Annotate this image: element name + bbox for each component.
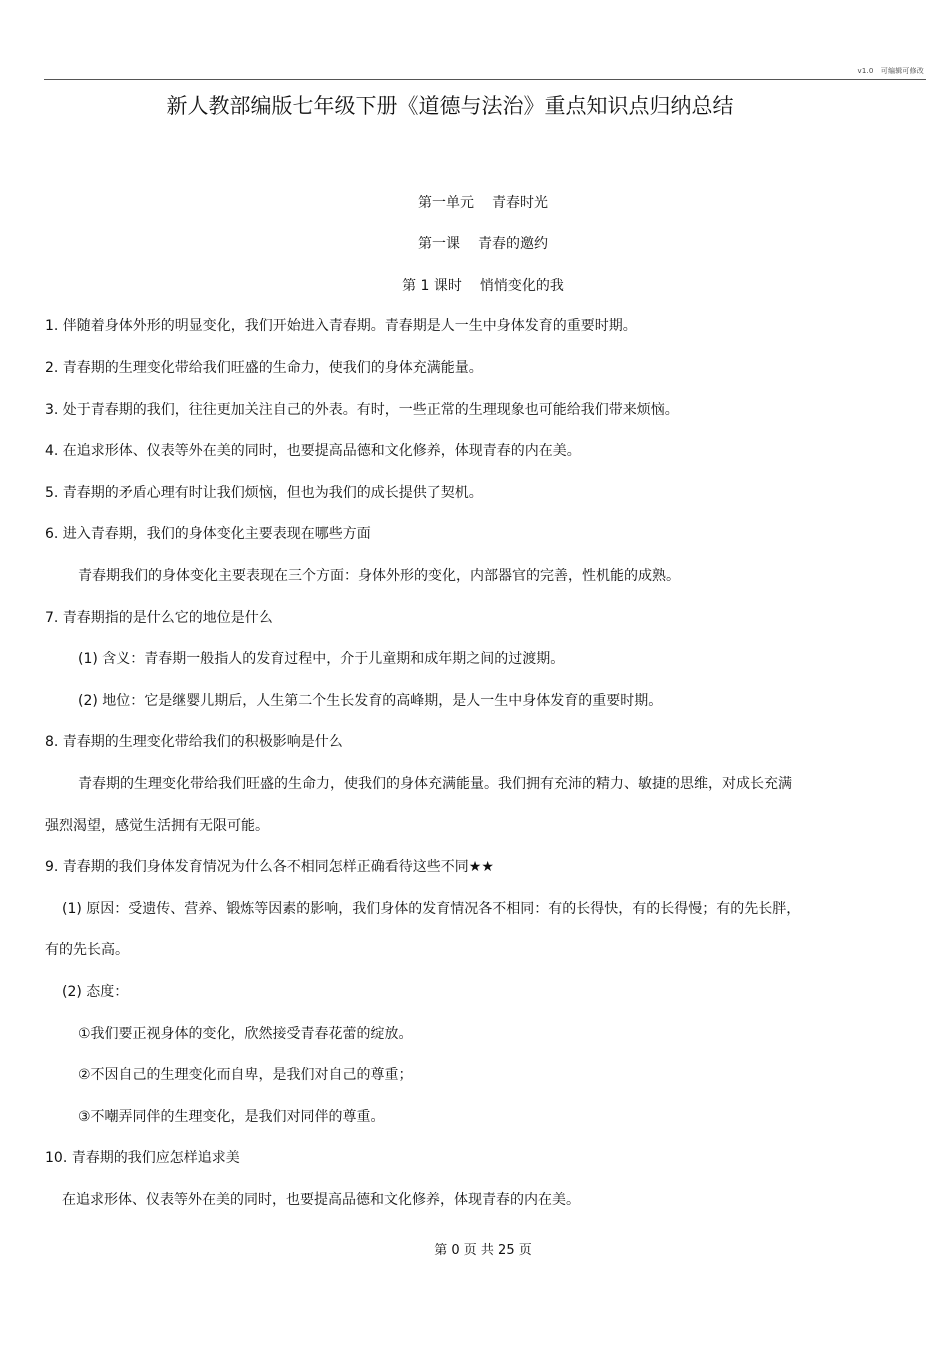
answer: 青春期的生理变化带给我们旺盛的生命力，使我们的身体充满能量。我们拥有充沛的精力、敏捷的思维，对成长充满: [78, 776, 792, 792]
document-title: 新人教部编版七年级下册《道德与法治》重点知识点归纳总结: [166, 94, 734, 118]
period-number: 第 1 课时: [402, 278, 462, 294]
period-heading: [0, 275, 950, 295]
question: 7. 青春期指的是什么它的地位是什么: [45, 610, 273, 626]
unit-heading: [0, 192, 950, 212]
paragraph: 5. 青春期的矛盾心理有时让我们烦恼，但也为我们的成长提供了契机。: [45, 485, 483, 501]
list-item: ③不嘲弄同伴的生理变化，是我们对同伴的尊重。: [78, 1109, 385, 1125]
paragraph: 2. 青春期的生理变化带给我们旺盛的生命力，使我们的身体充满能量。: [45, 360, 483, 376]
list-item: ①我们要正视身体的变化，欣然接受青春花蕾的绽放。: [78, 1026, 413, 1042]
lesson-number: 第一课: [418, 236, 460, 252]
answer-continued: 强烈渴望，感觉生活拥有无限可能。: [45, 818, 269, 834]
paragraph: 1. 伴随着身体外形的明显变化，我们开始进入青春期。青春期是人一生中身体发育的重要时期。: [45, 318, 637, 334]
question: 9. 青春期的我们身体发育情况为什么各不相同怎样正确看待这些不同★★: [45, 859, 494, 875]
paragraph: 3. 处于青春期的我们，往往更加关注自己的外表。有时，一些正常的生理现象也可能给我们带来烦恼。: [45, 402, 679, 418]
question: 8. 青春期的生理变化带给我们的积极影响是什么: [45, 734, 343, 750]
paragraph: 4. 在追求形体、仪表等外在美的同时，也要提高品德和文化修养，体现青春的内在美。: [45, 443, 581, 459]
list-item: ②不因自己的生理变化而自卑，是我们对自己的尊重；: [78, 1067, 413, 1083]
question: 6. 进入青春期，我们的身体变化主要表现在哪些方面: [45, 526, 371, 542]
answer: (1) 原因：受遗传、营养、锻炼等因素的影响，我们身体的发育情况各不相同：有的长得快，有的长得慢；有的先长胖，: [62, 901, 801, 917]
answer: (1) 含义：青春期一般指人的发育过程中，介于儿童期和成年期之间的过渡期。: [78, 651, 565, 667]
version-label: v1.0 可编辑可修改: [857, 67, 924, 75]
header-rule: [44, 79, 926, 80]
answer: 在追求形体、仪表等外在美的同时，也要提高品德和文化修养，体现青春的内在美。: [62, 1192, 580, 1208]
lesson-heading: [0, 233, 950, 253]
lesson-title: 青春的邀约: [478, 236, 548, 252]
answer: (2) 地位：它是继婴儿期后，人生第二个生长发育的高峰期，是人一生中身体发育的重要时期。: [78, 693, 663, 709]
page-number: 第 0 页 共 25 页: [434, 1243, 532, 1258]
answer: (2) 态度：: [62, 984, 129, 1000]
question: 10. 青春期的我们应怎样追求美: [45, 1150, 240, 1166]
answer: 青春期我们的身体变化主要表现在三个方面：身体外形的变化，内部器官的完善，性机能的成熟。: [78, 568, 680, 584]
unit-title: 青春时光: [492, 195, 548, 211]
unit-number: 第一单元: [418, 195, 474, 211]
answer-continued: 有的先长高。: [45, 942, 129, 958]
period-title: 悄悄变化的我: [479, 278, 564, 294]
